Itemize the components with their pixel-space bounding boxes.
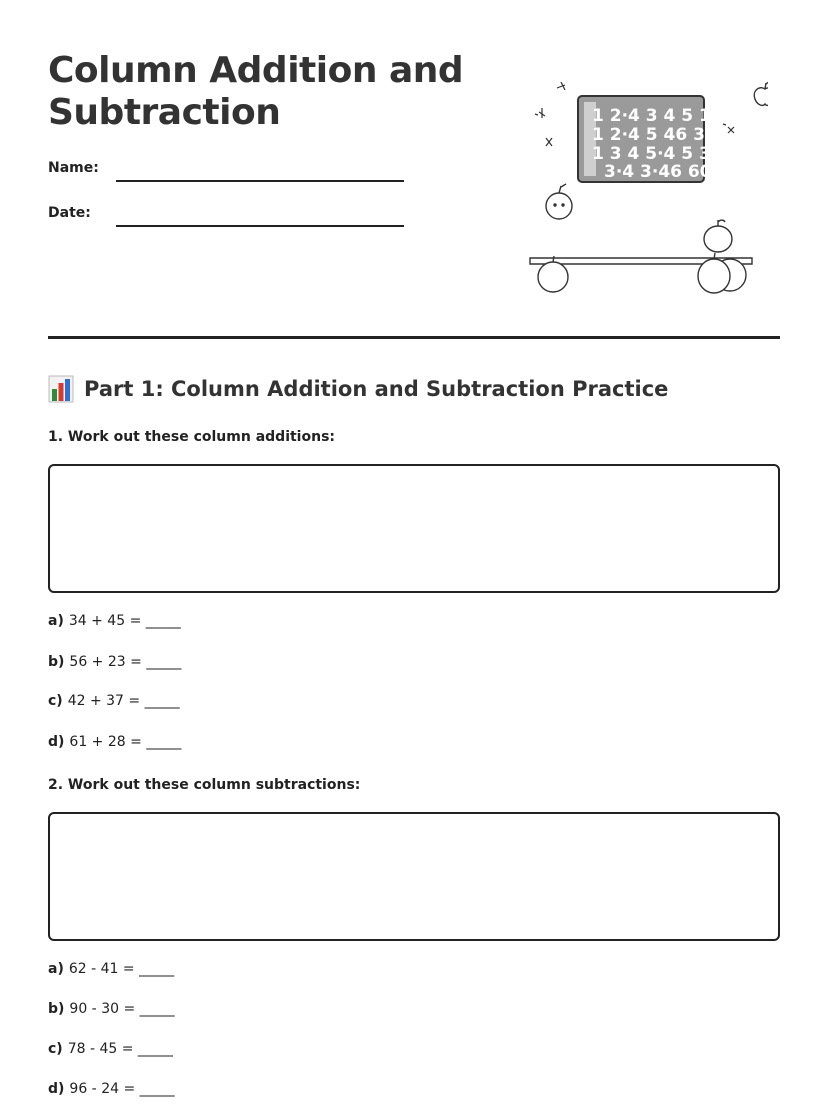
list-item xyxy=(48,734,181,750)
item-text: 34 + 45 = _____ xyxy=(68,613,181,629)
board-line: 1 2·4 3 4 5 10 xyxy=(592,106,723,126)
item-label: b) xyxy=(48,654,65,670)
list-item xyxy=(48,613,181,629)
list-item xyxy=(48,693,180,709)
page-title: Column Addition and Subtraction xyxy=(48,50,464,133)
question-1-prompt: 1. Work out these column additions: xyxy=(48,429,335,445)
bar-chart-icon xyxy=(48,375,74,403)
list-item xyxy=(48,961,174,977)
item-text: 42 + 37 = _____ xyxy=(67,693,180,709)
item-label: d) xyxy=(48,1081,65,1097)
item-text: 56 + 23 = _____ xyxy=(69,654,182,670)
item-text: 96 - 24 = _____ xyxy=(69,1081,175,1097)
item-label: d) xyxy=(48,734,65,750)
subtractions-work-area[interactable] xyxy=(48,812,780,941)
item-label: a) xyxy=(48,613,64,629)
additions-work-area[interactable] xyxy=(48,464,780,593)
chalkboard-illustration xyxy=(528,72,768,302)
item-label: b) xyxy=(48,1001,65,1017)
date-label: Date: xyxy=(48,205,91,221)
list-item xyxy=(48,654,181,670)
question-2-prompt: 2. Work out these column subtractions: xyxy=(48,777,361,793)
name-field[interactable] xyxy=(116,180,404,182)
name-label: Name: xyxy=(48,160,99,176)
list-item xyxy=(48,1081,175,1097)
item-text: 61 + 28 = _____ xyxy=(69,734,182,750)
item-label: c) xyxy=(48,1041,63,1057)
item-text: 90 - 30 = _____ xyxy=(69,1001,175,1017)
part1-heading xyxy=(48,374,668,404)
section-title: Part 1: Column Addition and Subtraction Practice xyxy=(84,377,669,401)
apple-icon xyxy=(754,82,768,105)
board-line: 1 2·4 5 46 30 xyxy=(592,125,717,145)
apple-face-icon xyxy=(546,184,572,219)
item-text: 62 - 41 = _____ xyxy=(68,961,175,977)
worksheet-page xyxy=(48,0,780,1118)
list-item xyxy=(48,1001,175,1017)
item-text: 78 - 45 = _____ xyxy=(67,1041,173,1057)
board-line: 1 3 4 5·4 5 30 xyxy=(592,144,723,164)
item-label: c) xyxy=(48,693,63,709)
section-divider xyxy=(48,336,780,339)
board-line: 3·4 3·46 60 xyxy=(604,162,712,182)
date-field[interactable] xyxy=(116,225,404,227)
list-item xyxy=(48,1041,173,1057)
item-label: a) xyxy=(48,961,64,977)
apple-icon xyxy=(538,220,746,293)
